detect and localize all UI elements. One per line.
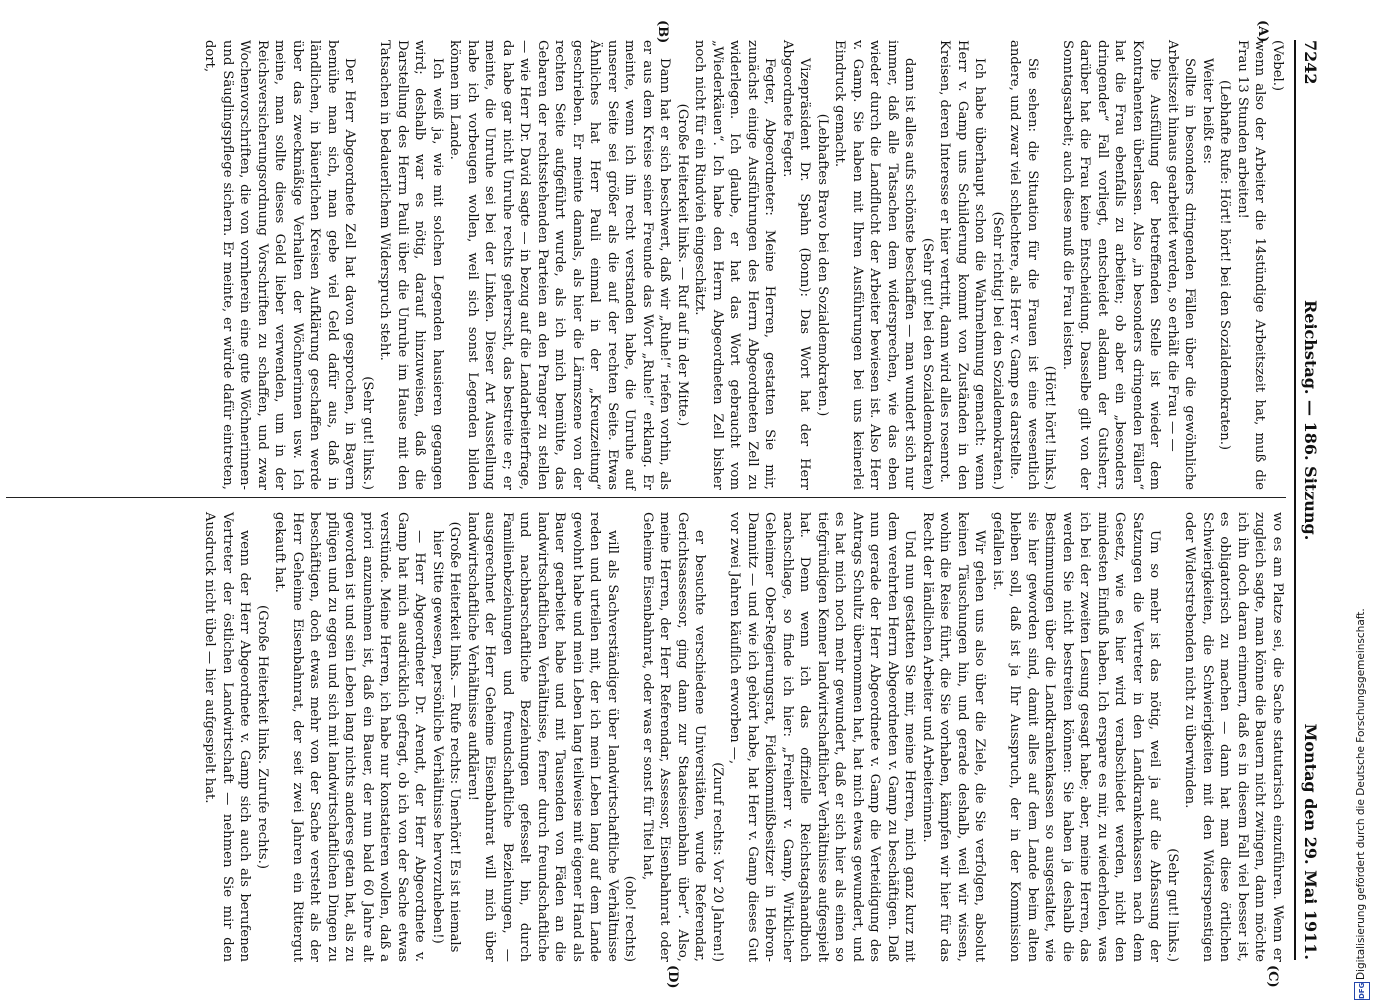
margin-letter-a: (A) bbox=[1255, 20, 1270, 43]
paragraph: Die Ausfüllung der betreffenden Stelle ist wieder dem Kontrahenten überlassen. Also „in besonders dringenden Fällen“ hat die Frau ebenfalls zu arbeiten; ob aber ein „besonders dringender“ Fall vorliegt, entscheidet alsdann der Gutsherr, darüber hat die Frau keine Entscheidung. Dasselbe gilt von der Sonntagsarbeit; auch diese muß die Frau leisten. bbox=[1060, 40, 1163, 490]
paragraph: wenn der Herr Abgeordnete v. Gamp sich auch als berufenen Vertreter der östlichen Landwirtschaft — nehmen Sie mir den Ausdruck nicht übel — hier aufgespielt hat. bbox=[202, 512, 253, 962]
paragraph: Fegter, Abgeordneter: Meine Herren, gestatten Sie mir, zunächst einige Ausführungen des Herrn Abgeordneten Zell zu widerlegen. Ich glaube, er hat das Wort gebraucht vom „Wiederkäuen“. Ich habe den Herrn Abgeordneten Zell bisher noch nicht für ein Rindvieh eingeschätzt. bbox=[692, 40, 778, 490]
paragraph: Der Herr Abgeordnete Zell hat davon gesprochen, in Bayern bemühe man sich, man gebe viel Geld dafür aus, daß in ländlichen, in bäuerlichen Kreisen Aufklärung geschaffen werde über das zweckmäßige Verhalten der Wöchnerinnen usw. Ich meine, man sollte dieses Geld lieber verwenden, um in der Reichsversicherungsordnung Vorschriften zu schaffen, und zwar Wochenvorschriften, die von vornherein eine gute Wöchnerinnen- und Säuglingspflege sichern. Er meinte, er würde dafür eintreten, dort, bbox=[202, 40, 358, 490]
paragraph: wo es am Platze sei, die Sache statutarisch einzuführen. Wenn er zugleich sagte, man könne die Bauern nicht zwingen, dann möchte ich ihn doch daran erinnern, daß es in diesem Fall viel besser ist, es obligatorisch zu machen — dann hat man diese örtlichen Schwierigkeiten, die Schwierigkeiten mit den Widerspenstigen oder Widerstrebenden nicht zu überwinden. bbox=[1182, 512, 1285, 962]
paragraph: Dann hat er sich beschwert, daß wir „Ruhe!“ riefen vorhin, als er aus dem Kreise seiner Freunde das Wort „Ruhe!“ erklang. Er meinte, wenn ich ihn recht verstanden habe, die Unruhe auf unserer Seite sei größer als die auf der rechten Seite. Etwas Ähnliches hat Herr Pauli einmal in der „Kreuzzeitung“ geschrieben. Er meinte damals, als hier die Lärmszene von der rechten Seite aufgeführt wurde, als ich mich bemühte, das Gebaren der rechtsstehenden Parteien an den Pranger zu stellen — wie Herr Dr. David sagte — in bezug auf die Landarbeiterfrage, da habe gar nicht Unruhe rechts geherrscht, das bestreite er; er meinte, die Unruhe sei bei der Linken. Dieser Art Ausstellung habe ich vorbeugen wollen, weil sich sonst Legenden bilden können im Lande. bbox=[447, 40, 673, 490]
interjection: (Sehr gut! links.) bbox=[360, 376, 375, 490]
paragraph: Sollte in besonders dringenden Fällen über die gewöhnliche Arbeitszeit hinaus gearbeitet werden, so erhält die Frau — — bbox=[1165, 40, 1198, 490]
interjection: (Sehr richtig! bei den Sozialdemokraten.) bbox=[990, 211, 1005, 490]
margin-letter-d: (D) bbox=[665, 965, 680, 989]
paragraph: (Vebel.) bbox=[1270, 40, 1285, 92]
paragraph: will als Sachverständiger über landwirtschaftliche Verhältnisse reden und urteilen mit, der ich mein Leben lang auf dem Lande gewohnt habe und mein Leben lang teilweise mit eigener Hand als Bauer gearbeitet habe und mit Tausenden von Fäden an die landwirtschaftlichen Verhältnisse, ferner durch freundschaftliche und nachbarschaftliche Beziehungen gefesselt bin, durch Familienbeziehungen und freundschaftliche Beziehungen, — ausgerechnet der Herr Geheime Eisenbahnrat will mich über landwirtschaftliche Verhältnisse aufklären! bbox=[465, 512, 620, 962]
dfg-logo: DFG bbox=[1354, 982, 1370, 1000]
right-column bbox=[201, 512, 1286, 962]
header-title: Reichstag. — 186. Sitzung. bbox=[1301, 300, 1320, 541]
interjection: (Große Heiterkeit links. — Ruf auf in der Mitte.) bbox=[675, 103, 690, 427]
interjection: (Zuruf rechts: Vor 20 Jahren!) bbox=[710, 762, 725, 962]
page-number: 7242 bbox=[1301, 40, 1320, 85]
left-column bbox=[201, 40, 1286, 490]
paragraph: Ich weiß ja, wie mit solchen Legenden hausieren gegangen wird; deshalb war es nötig, darauf hinzuweisen, daß die Darstellung des Herrn Pauli über die Unruhe im Hause mit den Tatsachen in bedauerlichem Widerspruch steht. bbox=[377, 40, 445, 490]
paragraph: Um so mehr ist das nötig, weil ja auf die Abfassung der Satzungen die Vertreter in den Landkrankenkassen nach dem Gesetz, wie es hier wird verabschiedet werden, nicht den mindesten Einfluß haben. Ich erspare es mir, zu wiederholen, was ich bei der zweiten Lesung gesagt habe; aber, meine Herren, das werden Sie nicht bestreiten können: Sie haben ja deshalb die Bestimmungen über die Landkrankenkassen so ausgestaltet, wie sie hier geworden sind, damit alles auf dem Lande beim alten bleiben soll, daß ist ja Ihr Ausspruch, der in der Kommission gefallen ist. bbox=[990, 512, 1163, 962]
paragraph: dann ist alles aufs schönste beschaffen — man wundert sich nur immer, daß alle Tatsachen dem widersprechen, wie das eben wieder durch die Landflucht der Arbeiter bewiesen ist. Also Herr v. Gamp. Sie haben mit Ihren Ausführungen bei uns keinerlei Eindruck gemacht. bbox=[832, 40, 918, 490]
paragraph: — Herr Abgeordneter Dr. Arendt, der Herr Abgeordnete v. Gamp hat mich ausdrücklich gefragt, ob ich von der Sache etwas verstünde. Meine Herren, ich habe nur konstatieren wollen, daß a priori anzunehmen ist, daß ein Bauer, der nun bald 60 Jahre alt geworden ist und sein Leben lang nichts anderes getan hat, als zu pflügen und zu eggen und sich mit landwirtschaftlichen Dingen zu beschäftigen, doch etwas mehr von der Sache versteht als der Herr Geheime Eisenbahnrat, der seit zwei Jahren ein Rittergut gekauft hat. bbox=[272, 512, 428, 962]
interjection: (oho! rechts) bbox=[622, 875, 638, 962]
page-header bbox=[1296, 40, 1322, 960]
margin-letter-b: (B) bbox=[655, 20, 670, 44]
paragraph: Sie sehen: die Situation für die Frauen ist eine wesentlich andere, und zwar viel schlechtere, als Herr v. Gamp es darstellte. bbox=[1007, 40, 1040, 490]
margin-letter-c: (C) bbox=[1265, 965, 1280, 988]
column-separator bbox=[6, 497, 1286, 498]
interjection: (Lebhaftes Bravo bei den Sozialdemokraten.) bbox=[815, 113, 830, 417]
digitization-footer bbox=[1352, 10, 1376, 1000]
interjection: (Lebhafte Rufe: Hört! hört! bei den Sozialdemokraten.) bbox=[1217, 79, 1233, 451]
interjection: (Große Heiterkeit links. — Rufe rechts: Unerhört! Es ist niemals hier Sitte gewesen, persönliche Verhältnisse hervorzuheben!) bbox=[430, 521, 463, 953]
interjection: (Sehr gut! links.) bbox=[1165, 848, 1180, 962]
paragraph: Vizepräsident Dr. Spahn (Bonn): Das Wort hat der Herr Abgeordnete Fegter. bbox=[780, 40, 813, 490]
header-rule bbox=[1294, 40, 1296, 960]
interjection: (Große Heiterkeit links. Zurufe rechts.) bbox=[255, 605, 270, 869]
header-date: Montag den 29. Mai 1911. bbox=[1301, 723, 1320, 960]
interjection: (Sehr gut! bei den Sozialdemokraten) bbox=[920, 237, 935, 490]
paragraph: Weiter heißt es: bbox=[1200, 58, 1215, 164]
paragraph: Ich habe überhaupt schon die Wahrnehmung gemacht: wenn Herr v. Gamp uns Schilderung kommt von Zuständen in den Kreisen, deren Interesse er hier vertritt, dann wird alles rosenrot. bbox=[937, 40, 988, 490]
paragraph: wenn also der Arbeiter die 14stündige Arbeitszeit hat, muß die Frau 13 Stunden arbeiten! bbox=[1235, 40, 1268, 490]
paragraph: er besuchte verschiedene Universitäten, wurde Referendar, Gerichtsassessor, ging dann zur Staatseisenbahn über“. Also, meine Herren, der Herr Referendar, Assessor, Eisenbahnrat oder Geheime Eisenbahnrat, oder was er sonst für Titel hat, bbox=[640, 512, 708, 962]
paragraph: Wir gehen uns also über die Ziele, die Sie verfolgen, absolut keinen Täuschungen hin, und gerade deshalb, weil wir wissen, wohin die Reise führt, die Sie vorhaben, kämpfen wir hier für das Recht der ländlichen Arbeiter und Arbeiterinnen. bbox=[920, 512, 988, 962]
interjection: (Hört! hört! links.) bbox=[1042, 365, 1058, 490]
paragraph: Und nun gestatten Sie mir, meine Herren, mich ganz kurz mit dem verehrten Herrn Abgeordneten v. Gamp zu beschäftigen. Daß nun gerade der Herr Abgeordnete v. Gamp die Verteidigung des Antrags Schultz übernommen hat, hat mich etwas gewundert, und es hat mich noch mehr gewundert, daß er sich hier als einen so tiefgründigen Kenner landwirtschaftlicher Verhältnisse aufgespielt hat. Denn wenn ich das offizielle Reichstagshandbuch nachschlage, so finde ich hier: „Freiherr v. Gamp, Wirklicher Geheimer Ober-Regierungsrat, Fideikommißbesitzer in Hebron-Damnitz — und wie ich gehört habe, hat Herr v. Gamp dieses Gut vor zwei Jahren käuflich erworben —, bbox=[727, 512, 918, 962]
footer-text: Digitalisierung gefördert durch die Deutsche Forschungsgemeinschaft. bbox=[1355, 608, 1367, 980]
